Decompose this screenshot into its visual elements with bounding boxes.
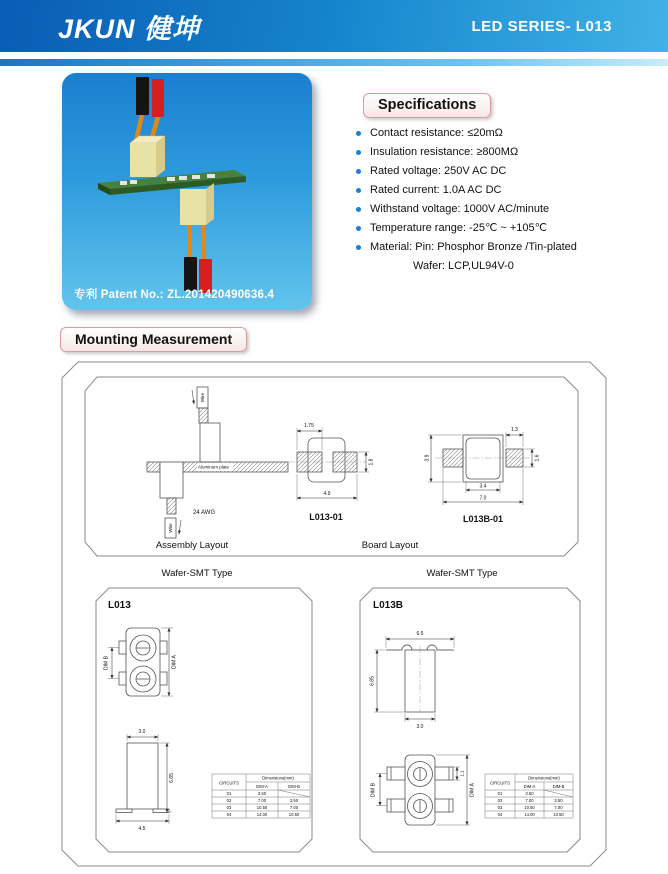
table-header: DIM-A [523,783,536,789]
l013b-panel-frame [360,588,580,852]
red-wire-sleeve [152,79,164,117]
table-cell: 10.50 [553,812,564,817]
dim-label: 4.5 [138,826,146,832]
bullet-icon [356,207,361,212]
header-accent-strip [0,59,668,66]
table-header: DIM-A [256,783,268,789]
table-cell: 02 [226,798,232,803]
product-3d-render [62,73,312,310]
dim-label: 6.85 [169,773,175,783]
spec-item [356,200,656,219]
wire [203,225,204,259]
dim-label: 7.0 [479,495,487,502]
mounting-title-badge [60,327,247,352]
table-cell: 14.00 [256,812,268,817]
table-header: CIRCUITS [490,780,510,786]
dim-a-label: DIM A [469,783,476,797]
table-cell: 01 [226,791,232,796]
spec-item [356,124,656,143]
dim-label: 1.6 [534,454,541,462]
dim-b-label: DIM B [103,656,110,670]
dim-label: 3.4 [479,483,487,490]
dim-label: 1.8 [368,458,375,466]
dim-label: 4.9 [323,491,331,497]
spec-text: Insulation resistance: ≥800MΩ [370,146,519,158]
series-title: LED SERIES- L013 [471,17,612,35]
spec-item [356,181,656,200]
wire-label: Wire [168,523,173,533]
dim-label: 6.85 [369,676,376,686]
table-cell: 04 [497,812,503,817]
bullet-icon [356,188,361,193]
spec-text: Temperature range: -25℃ ~ +105℃ [370,222,547,234]
spec-item [356,143,656,162]
spec-list [356,124,656,276]
awg-label: 24 AWG [193,510,216,516]
table-cell: 3.50 [289,798,299,803]
header-bar [0,0,668,52]
table-cell: 7.00 [257,798,267,803]
spec-text: Material: Pin: Phosphor Bronze /Tin-plated [370,241,577,253]
table-cell: 02 [497,798,503,803]
dim-label: 1.1 [459,770,465,777]
product-image-card [62,73,312,310]
table-cell: 7.00 [525,798,534,803]
dim-label: 1.3 [511,427,518,433]
bullet-icon [356,150,361,155]
lower-connector [180,183,214,225]
spec-item [356,162,656,181]
spec-text: Withstand voltage: 1000V AC/minute [370,203,550,215]
spec-item-continuation [356,257,656,276]
dim-label: 3.0 [138,729,146,735]
l013b-label: L013B [373,600,404,611]
l013-label: L013 [108,600,131,611]
bullet-icon [356,169,361,174]
l013-01-label: L013-01 [309,512,343,522]
table-cell: 10.50 [524,805,535,810]
table-header: Dimensions(mm) [262,775,294,781]
assembly-caption: Assembly Layout [155,540,229,551]
table-header: CIRCUITS [219,780,239,786]
dim-a-label: DIM A [171,655,178,669]
table-header: Dimensions(mm) [528,775,560,781]
table-cell: 10.50 [288,812,300,817]
table-cell: 3.50 [525,791,534,796]
bullet-icon [356,226,361,231]
spec-text: Rated current: 1.0A AC DC [370,184,502,196]
spec-text: Wafer: LCP,UL94V-0 [413,260,514,272]
table-header: DIM-B [288,783,300,789]
patent-number: 专利 Patent No.: ZL.201420490636.4 [74,289,275,301]
spec-text: Contact resistance: ≤20mΩ [370,127,503,139]
dim-label: 6.5 [416,631,424,637]
table-cell: 3.50 [554,798,563,803]
spec-item [356,238,656,257]
wafer-type-caption-right: Wafer-SMT Type [426,568,498,579]
bullet-icon [356,131,361,136]
wire [189,225,190,257]
dim-label: 3.9 [424,454,431,462]
table-cell: 04 [226,812,232,817]
bullet-icon [356,245,361,250]
spec-item [356,219,656,238]
wafer-type-caption-left: Wafer-SMT Type [161,568,233,579]
dim-label: 1.75 [304,423,314,429]
plate-label: Aluminum plate [198,464,230,470]
table-cell: 7.00 [289,805,299,810]
pcb-board [98,170,246,195]
table-header: DIM-B [552,783,565,789]
upper-connector [130,136,165,177]
table-cell: 7.00 [554,805,563,810]
dim-b-label: DIM B [370,783,377,797]
specifications-title-badge [363,93,491,118]
table-cell: 14.00 [524,812,535,817]
wire-label: Wire [200,392,205,403]
table-cell: 03 [226,805,232,810]
brand-logo: JKUN 健坤 [58,13,201,44]
spec-text: Rated voltage: 250V AC DC [370,165,507,177]
table-cell: 03 [497,805,503,810]
black-wire-sleeve [136,77,149,115]
table-cell: 01 [497,791,503,796]
dim-label: 3.0 [416,724,424,730]
board-layout-caption: Board Layout [361,540,419,551]
mounting-measurement-drawing [60,360,608,868]
table-cell: 3.50 [257,791,267,796]
table-cell: 10.50 [256,805,268,810]
l013b-01-label: L013B-01 [462,514,504,524]
mounting-title: Mounting Measurement [75,331,233,347]
specifications-title: Specifications [378,97,477,113]
